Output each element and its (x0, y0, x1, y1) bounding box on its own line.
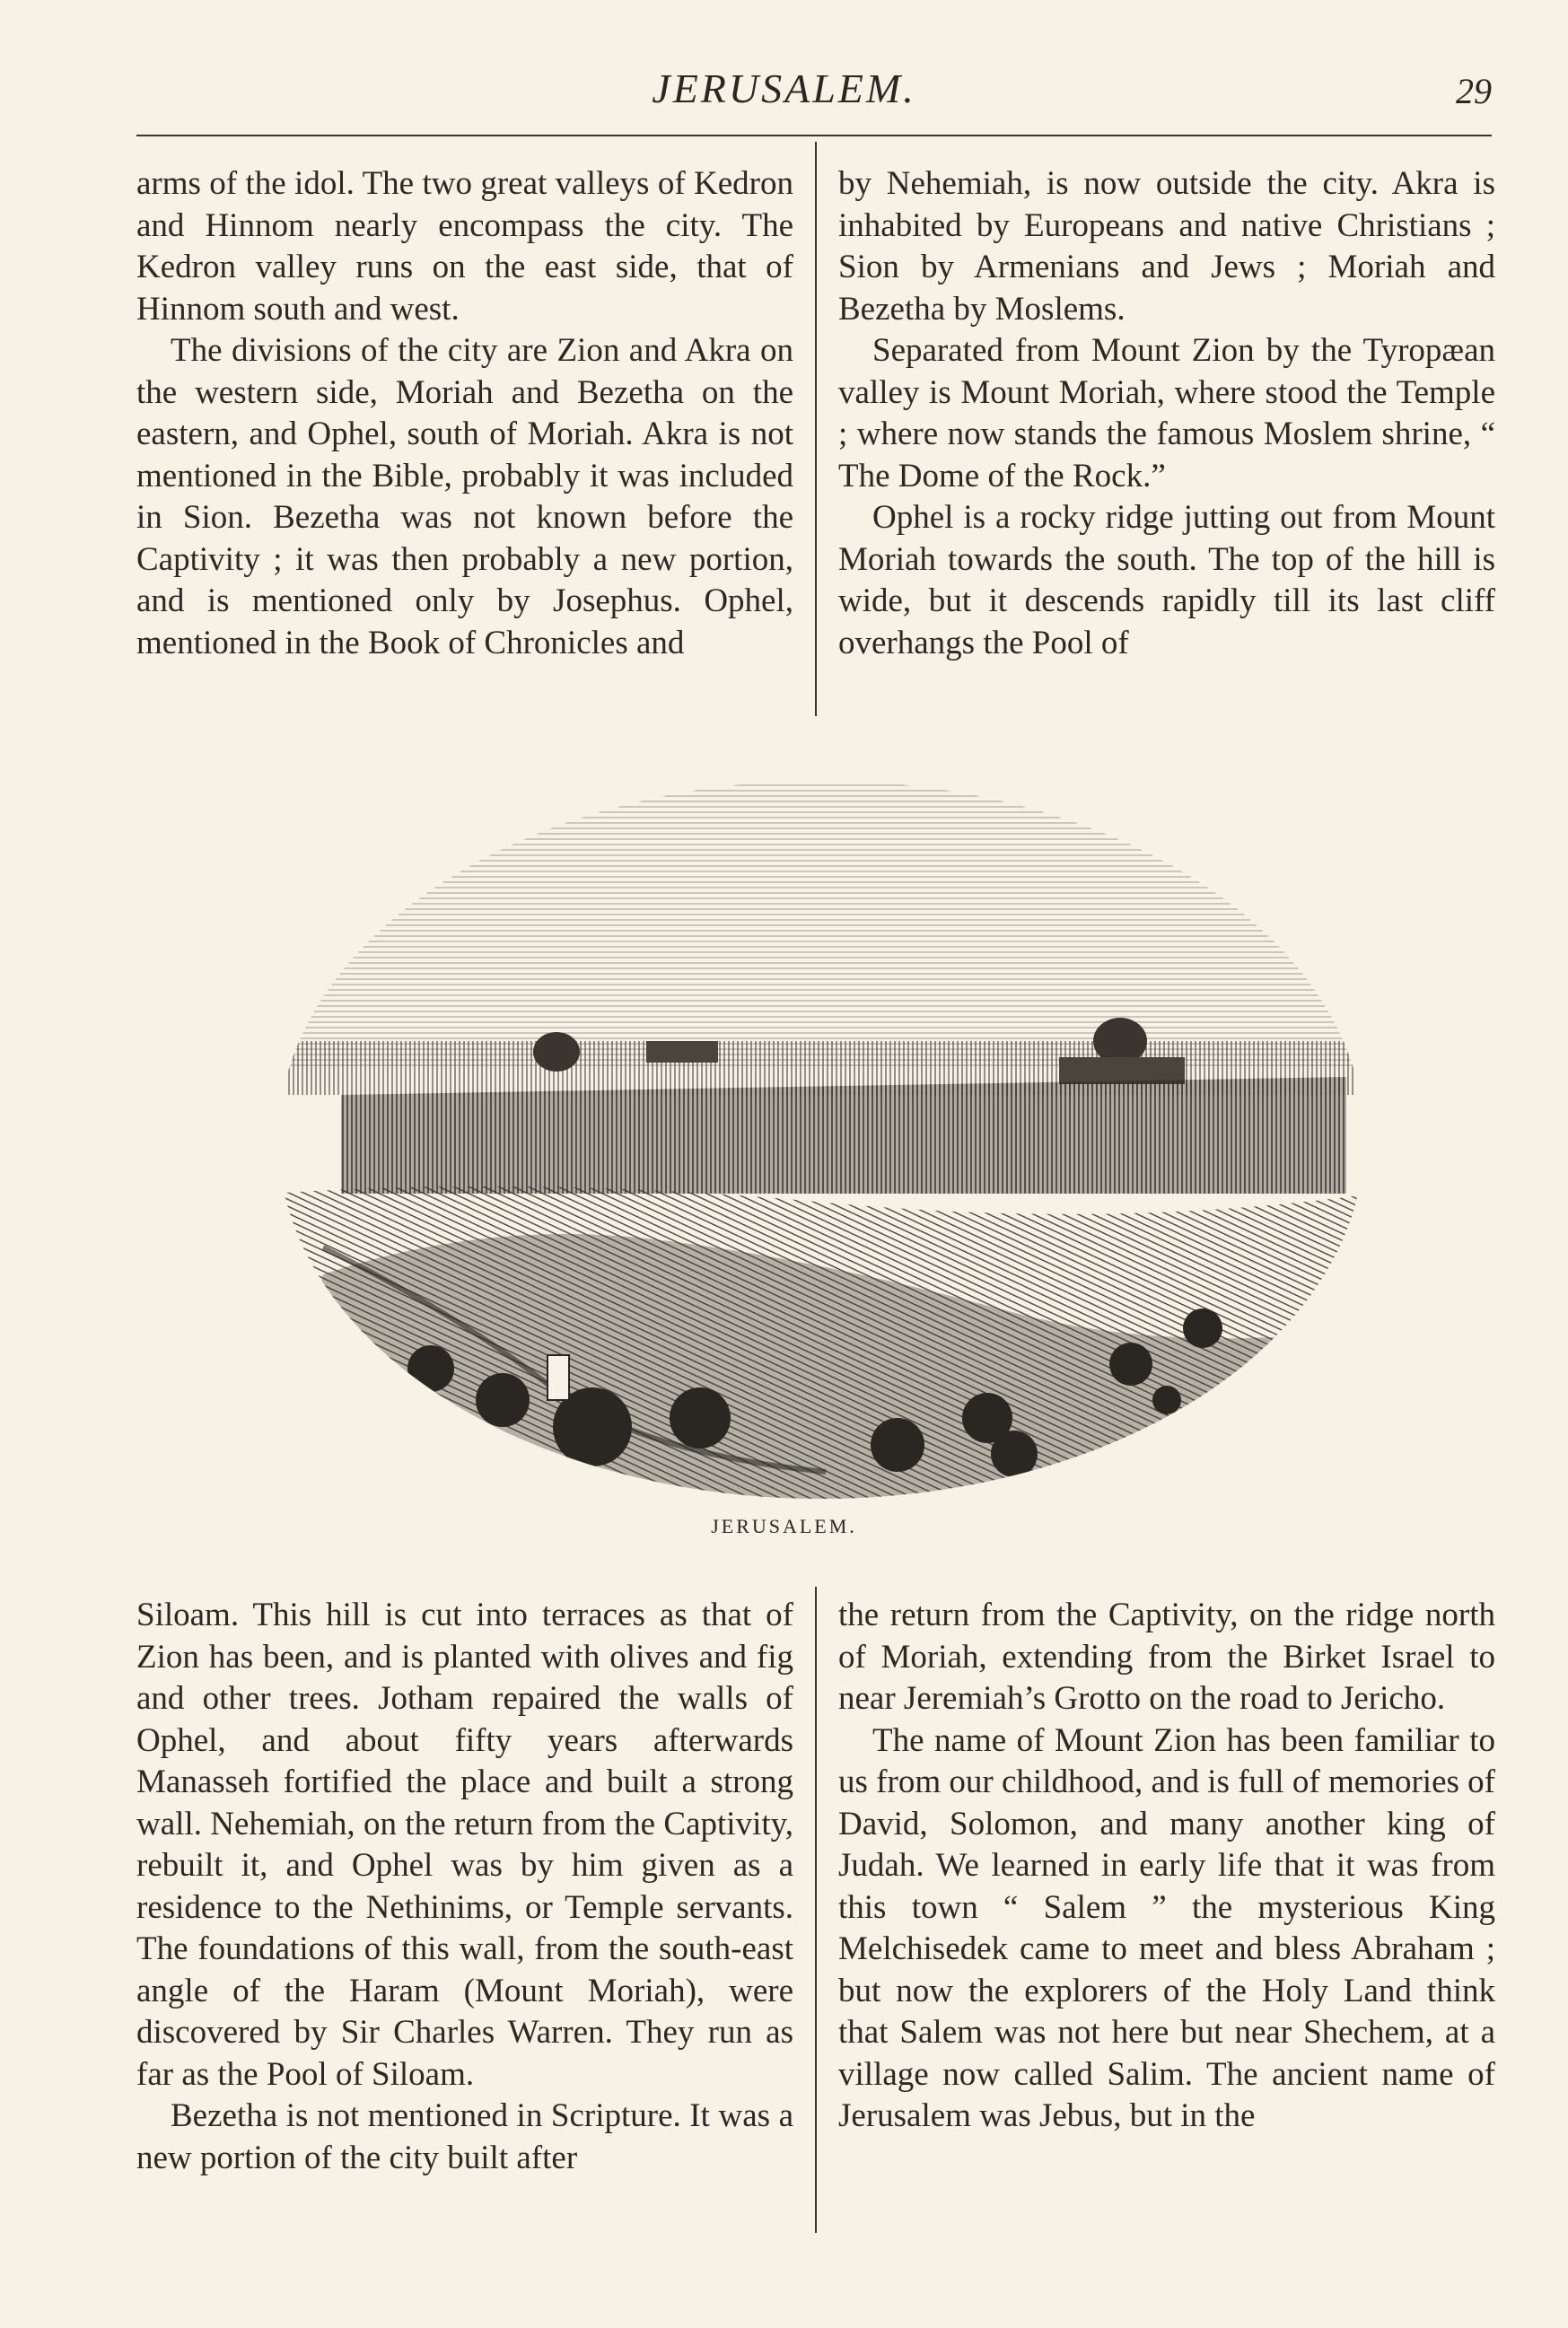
top-left-column (136, 163, 793, 664)
header-rule (136, 135, 1492, 136)
column-rule (815, 1587, 817, 2233)
jerusalem-engraving (269, 772, 1373, 1508)
paragraph: by Nehemiah, is now outside the city. Akra is inhabited by Europeans and native Christians ; Sion by Armenians and Jews ; Moriah and Bezetha by Moslems. (838, 165, 1495, 328)
bottom-left-column (136, 1595, 793, 2179)
bottom-right-column (838, 1595, 1495, 2138)
page-number: 29 (1456, 71, 1492, 111)
top-right-column (838, 163, 1495, 664)
paragraph: Bezetha is not mentioned in Scripture. It was a new portion of the city built after (136, 2097, 793, 2176)
column-rule (815, 142, 817, 716)
figure-caption: JERUSALEM. (711, 1515, 857, 1537)
paragraph: the return from the Captivity, on the ridge north of Moriah, extending from the Birket Israel to near Jeremiah’s Grotto on the road to Jericho. (838, 1597, 1495, 1717)
paragraph: Siloam. This hill is cut into terraces as that of Zion has been, and is planted with olives and fig and other trees. Jotham repaired the walls of Ophel, and about fifty years afterwards Manasseh fortified the place and built a strong wall. Nehemiah, on the return from the Captivity, rebuilt it, and Ophel was by him given as a residence to the Nethinims, or Temple servants. The foundations of this wall, from the south-east angle of the Haram (Mount Moriah), were discovered by Sir Charles Warren. They run as far as the Pool of Siloam. (136, 1597, 793, 2093)
running-title: JERUSALEM. (652, 66, 916, 111)
engraving-illustration (269, 772, 1373, 1508)
paragraph: Separated from Mount Zion by the Tyropæan valley is Mount Moriah, where stood the Temple ; where now stands the famous Moslem shrine, “ The Dome of the Rock.” (838, 332, 1495, 494)
paragraph: arms of the idol. The two great valleys of Kedron and Hinnom nearly encompass the city. The Kedron valley runs on the east side, that of Hinnom south and west. (136, 165, 793, 328)
paragraph: Ophel is a rocky ridge jutting out from Mount Moriah towards the south. The top of the hill is wide, but it descends rapidly till its last cliff overhangs the Pool of (838, 499, 1495, 661)
paragraph: The divisions of the city are Zion and Akra on the western side, Moriah and Bezetha on the eastern, and Ophel, south of Moriah. Akra is not mentioned in the Bible, probably it was included in Sion. Bezetha was not known before the Captivity ; it was then probably a new portion, and is mentioned only by Josephus. Ophel, mentioned in the Book of Chronicles and (136, 332, 793, 661)
paragraph: The name of Mount Zion has been familiar to us from our childhood, and is full of memories of David, Solomon, and many another king of Judah. We learned in early life that it was from this town “ Salem ” the mysterious King Melchisedek came to meet and bless Abraham ; but now the explorers of the Holy Land think that Salem was not here but near Shechem, at a village now called Salim. The ancient name of Jerusalem was Jebus, but in the (838, 1721, 1495, 2134)
